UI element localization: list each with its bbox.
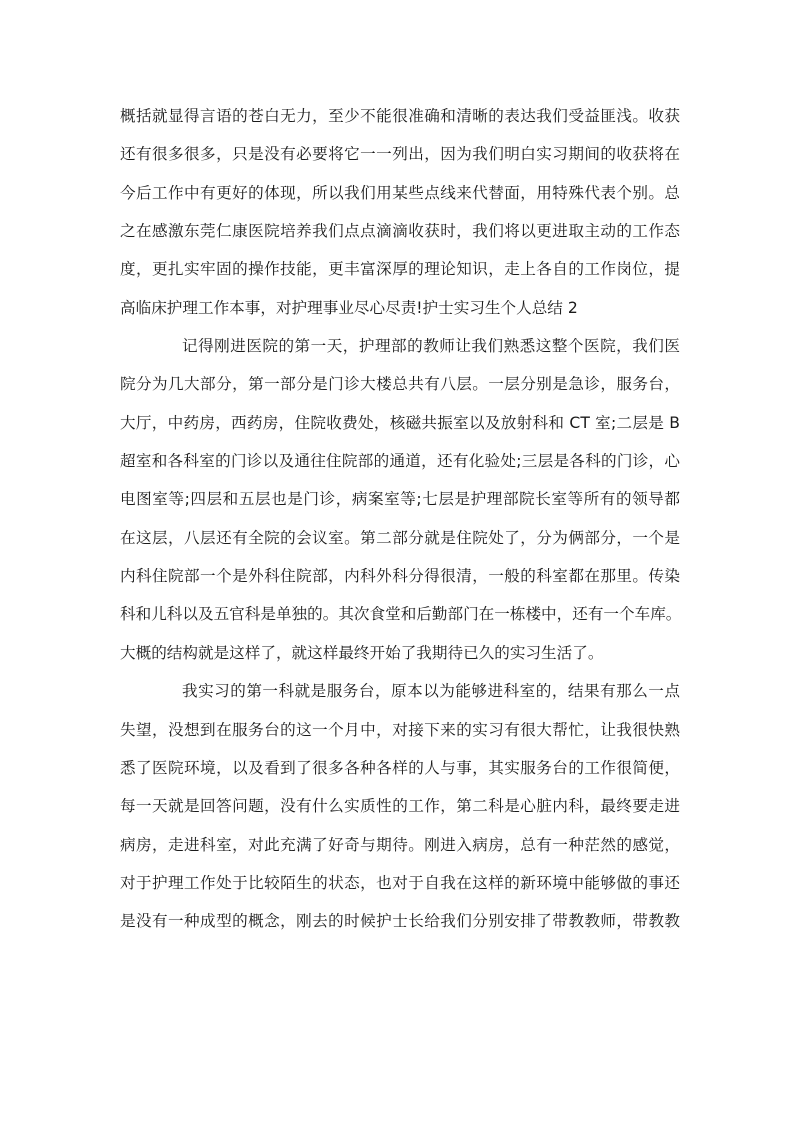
text-line: 院分为几大部分，第一部分是门诊大楼总共有八层。一层分别是急诊，服务台，: [120, 375, 680, 394]
text-line: 我实习的第一科就是服务台，原本以为能够进科室的，结果有那么一点: [182, 682, 680, 701]
text-line: 内科住院部一个是外科住院部，内科外科分得很清，一般的科室都在那里。传染: [120, 567, 680, 586]
text-line: 每一天就是回答问题，没有什么实质性的工作，第二科是心脏内科，最终要走进: [120, 797, 680, 816]
text-line: 概括就显得言语的苍白无力，至少不能很准确和清晰的表达我们受益匪浅。收获: [120, 107, 680, 125]
paragraph-1: [120, 97, 680, 327]
text-line: 失望，没想到在服务台的这一个月中，对接下来的实习有很大帮忙，让我很快熟: [120, 720, 680, 739]
text-line: 今后工作中有更好的体现，所以我们用某些点线来代替面，用特殊代表个别。总: [120, 183, 680, 202]
text-line: 电图室等;四层和五层也是门诊，病案室等;七层是护理部院长室等所有的领导都: [120, 490, 680, 509]
text-line: 对于护理工作处于比较陌生的状态，也对于自我在这样的新环境中能够做的事还: [120, 873, 680, 892]
text-line: 之在感激东莞仁康医院培养我们点点滴滴收获时，我们将以更进取主动的工作态: [120, 222, 680, 241]
text-line: 超室和各科室的门诊以及通往住院部的通道，还有化验处;三层是各科的门诊，心: [120, 452, 680, 471]
text-line: 是没有一种成型的概念，刚去的时候护士长给我们分别安排了带教教师，带教教: [120, 912, 680, 931]
paragraph-3: [120, 672, 680, 940]
text-line: 记得刚进医院的第一天，护理部的教师让我们熟悉这整个医院，我们医: [182, 337, 680, 356]
text-line: 大概的结构就是这样了，就这样最终开始了我期待已久的实习生活了。: [120, 643, 604, 662]
paragraph-2: [120, 327, 680, 672]
text-line: 病房，走进科室，对此充满了好奇与期待。刚进入病房，总有一种茫然的感觉，: [120, 835, 680, 854]
text-line: 悉了医院环境，以及看到了很多各种各样的人与事，其实服务台的工作很简便，: [120, 758, 680, 777]
text-line: 在这层，八层还有全院的会议室。第二部分就是住院处了，分为俩部分，一个是: [120, 528, 680, 547]
text-line: 科和儿科以及五官科是单独的。其次食堂和后勤部门在一栋楼中，还有一个车库。: [120, 605, 682, 624]
text-line: 还有很多很多，只是没有必要将它一一列出，因为我们明白实习期间的收获将在: [120, 145, 680, 164]
text-line: 大厅，中药房，西药房，住院收费处，核磁共振室以及放射科和 CT 室;二层是 B: [120, 413, 680, 432]
document-page: [120, 97, 680, 941]
text-line: 度，更扎实牢固的操作技能，更丰富深厚的理论知识，走上各自的工作岗位，提: [120, 260, 680, 279]
text-line: 高临床护理工作本事，对护理事业尽心尽责!护士实习生个人总结 2: [120, 298, 578, 317]
